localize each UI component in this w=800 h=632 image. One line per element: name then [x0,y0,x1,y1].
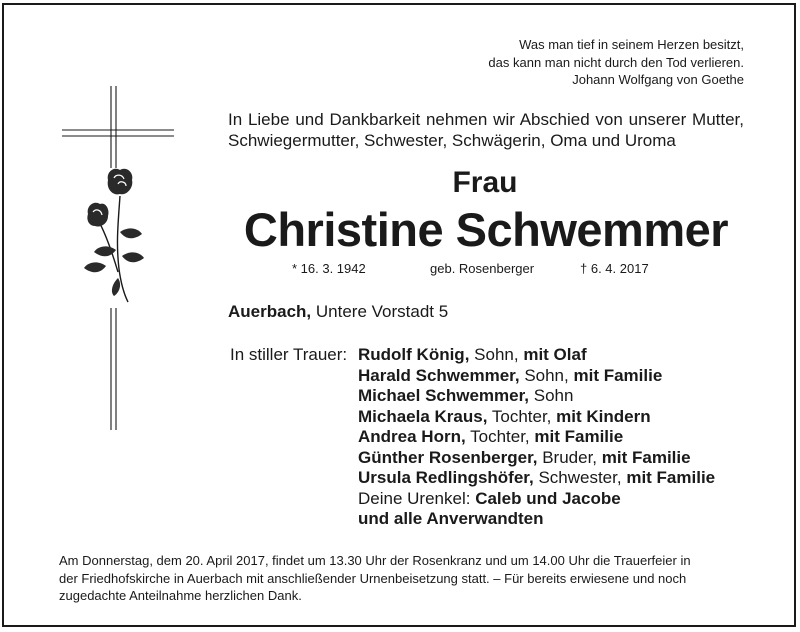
mourners-list [358,345,715,530]
all-relatives: und alle Anverwandten [358,509,544,528]
mourner-row [358,407,715,428]
deceased-name: Christine Schwemmer [243,203,729,256]
mourner-relation: Tochter, [491,406,552,426]
mourner-extra: mit Familie [573,365,663,385]
address [228,302,448,322]
mourner-name: Günther Rosenberger, [358,447,538,467]
maiden-name: geb. Rosenberger [430,261,535,276]
mourner-extra: mit Kindern [556,406,651,426]
address-town: Auerbach, [228,302,312,321]
footer-line-1: Am Donnerstag, dem 20. April 2017, findet um 13.30 Uhr der Rosenkranz und um 14.00 Uhr die Trauerfeier in [59,553,691,568]
mourner-relation: Bruder, [542,447,598,467]
address-street: Untere Vorstadt 5 [315,302,449,321]
cross-with-rose-icon [62,84,182,434]
great-grandchildren-row [358,489,715,510]
great-grandchildren-label: Deine Urenkel: [358,488,471,508]
mourner-relation: Sohn [533,386,574,405]
mourner-relation: Sohn, [524,365,569,385]
service-announcement [59,552,743,605]
quote-line-1: Was man tief in seinem Herzen besitzt, [519,37,744,52]
goethe-quote [488,36,744,89]
mourner-extra: mit Familie [534,427,624,446]
mourner-extra: mit Familie [626,468,716,487]
footer-line-3: zugedachte Anteilnahme herzlichen Dank. [59,588,302,603]
footer-line-2: der Friedhofskirche in Auerbach mit anschließender Urnenbeisetzung statt. – Für bereits erwiesene und noch [59,570,687,586]
mourner-relation: Tochter, [470,427,530,446]
mourner-name: Ursula Redlingshöfer, [358,468,534,487]
mourner-name: Michaela Kraus, [358,406,488,426]
mourner-extra: mit Familie [601,447,691,467]
mourner-name: Michael Schwemmer, [358,386,530,405]
mourner-row [358,345,715,366]
mourner-row [358,468,715,489]
farewell-intro-text: In Liebe und Dankbarkeit nehmen wir Abschied von unserer Mutter, Schwiegermutter, Schwester, Schwägerin, Oma und Uroma [228,110,744,150]
death-date: † 6. 4. 2017 [580,261,649,276]
mourner-relation: Sohn, [474,345,519,364]
mourner-row [358,366,715,387]
quote-author: Johann Wolfgang von Goethe [572,72,744,87]
mourner-row [358,386,715,407]
mourner-row [358,427,715,448]
mourner-name: Andrea Horn, [358,427,466,446]
mourning-label: In stiller Trauer: [230,345,348,364]
great-grandchildren-names: Caleb und Jacobe [475,488,621,508]
quote-line-2: das kann man nicht durch den Tod verlieren. [488,54,744,70]
mourner-row [358,448,715,469]
salutation: Frau [452,166,518,199]
mourner-name: Rudolf König, [358,345,470,364]
birth-date: * 16. 3. 1942 [292,261,366,276]
mourner-name: Harald Schwemmer, [358,365,520,385]
mourner-relation: Schwester, [538,468,622,487]
mourner-extra: mit Olaf [523,345,587,364]
